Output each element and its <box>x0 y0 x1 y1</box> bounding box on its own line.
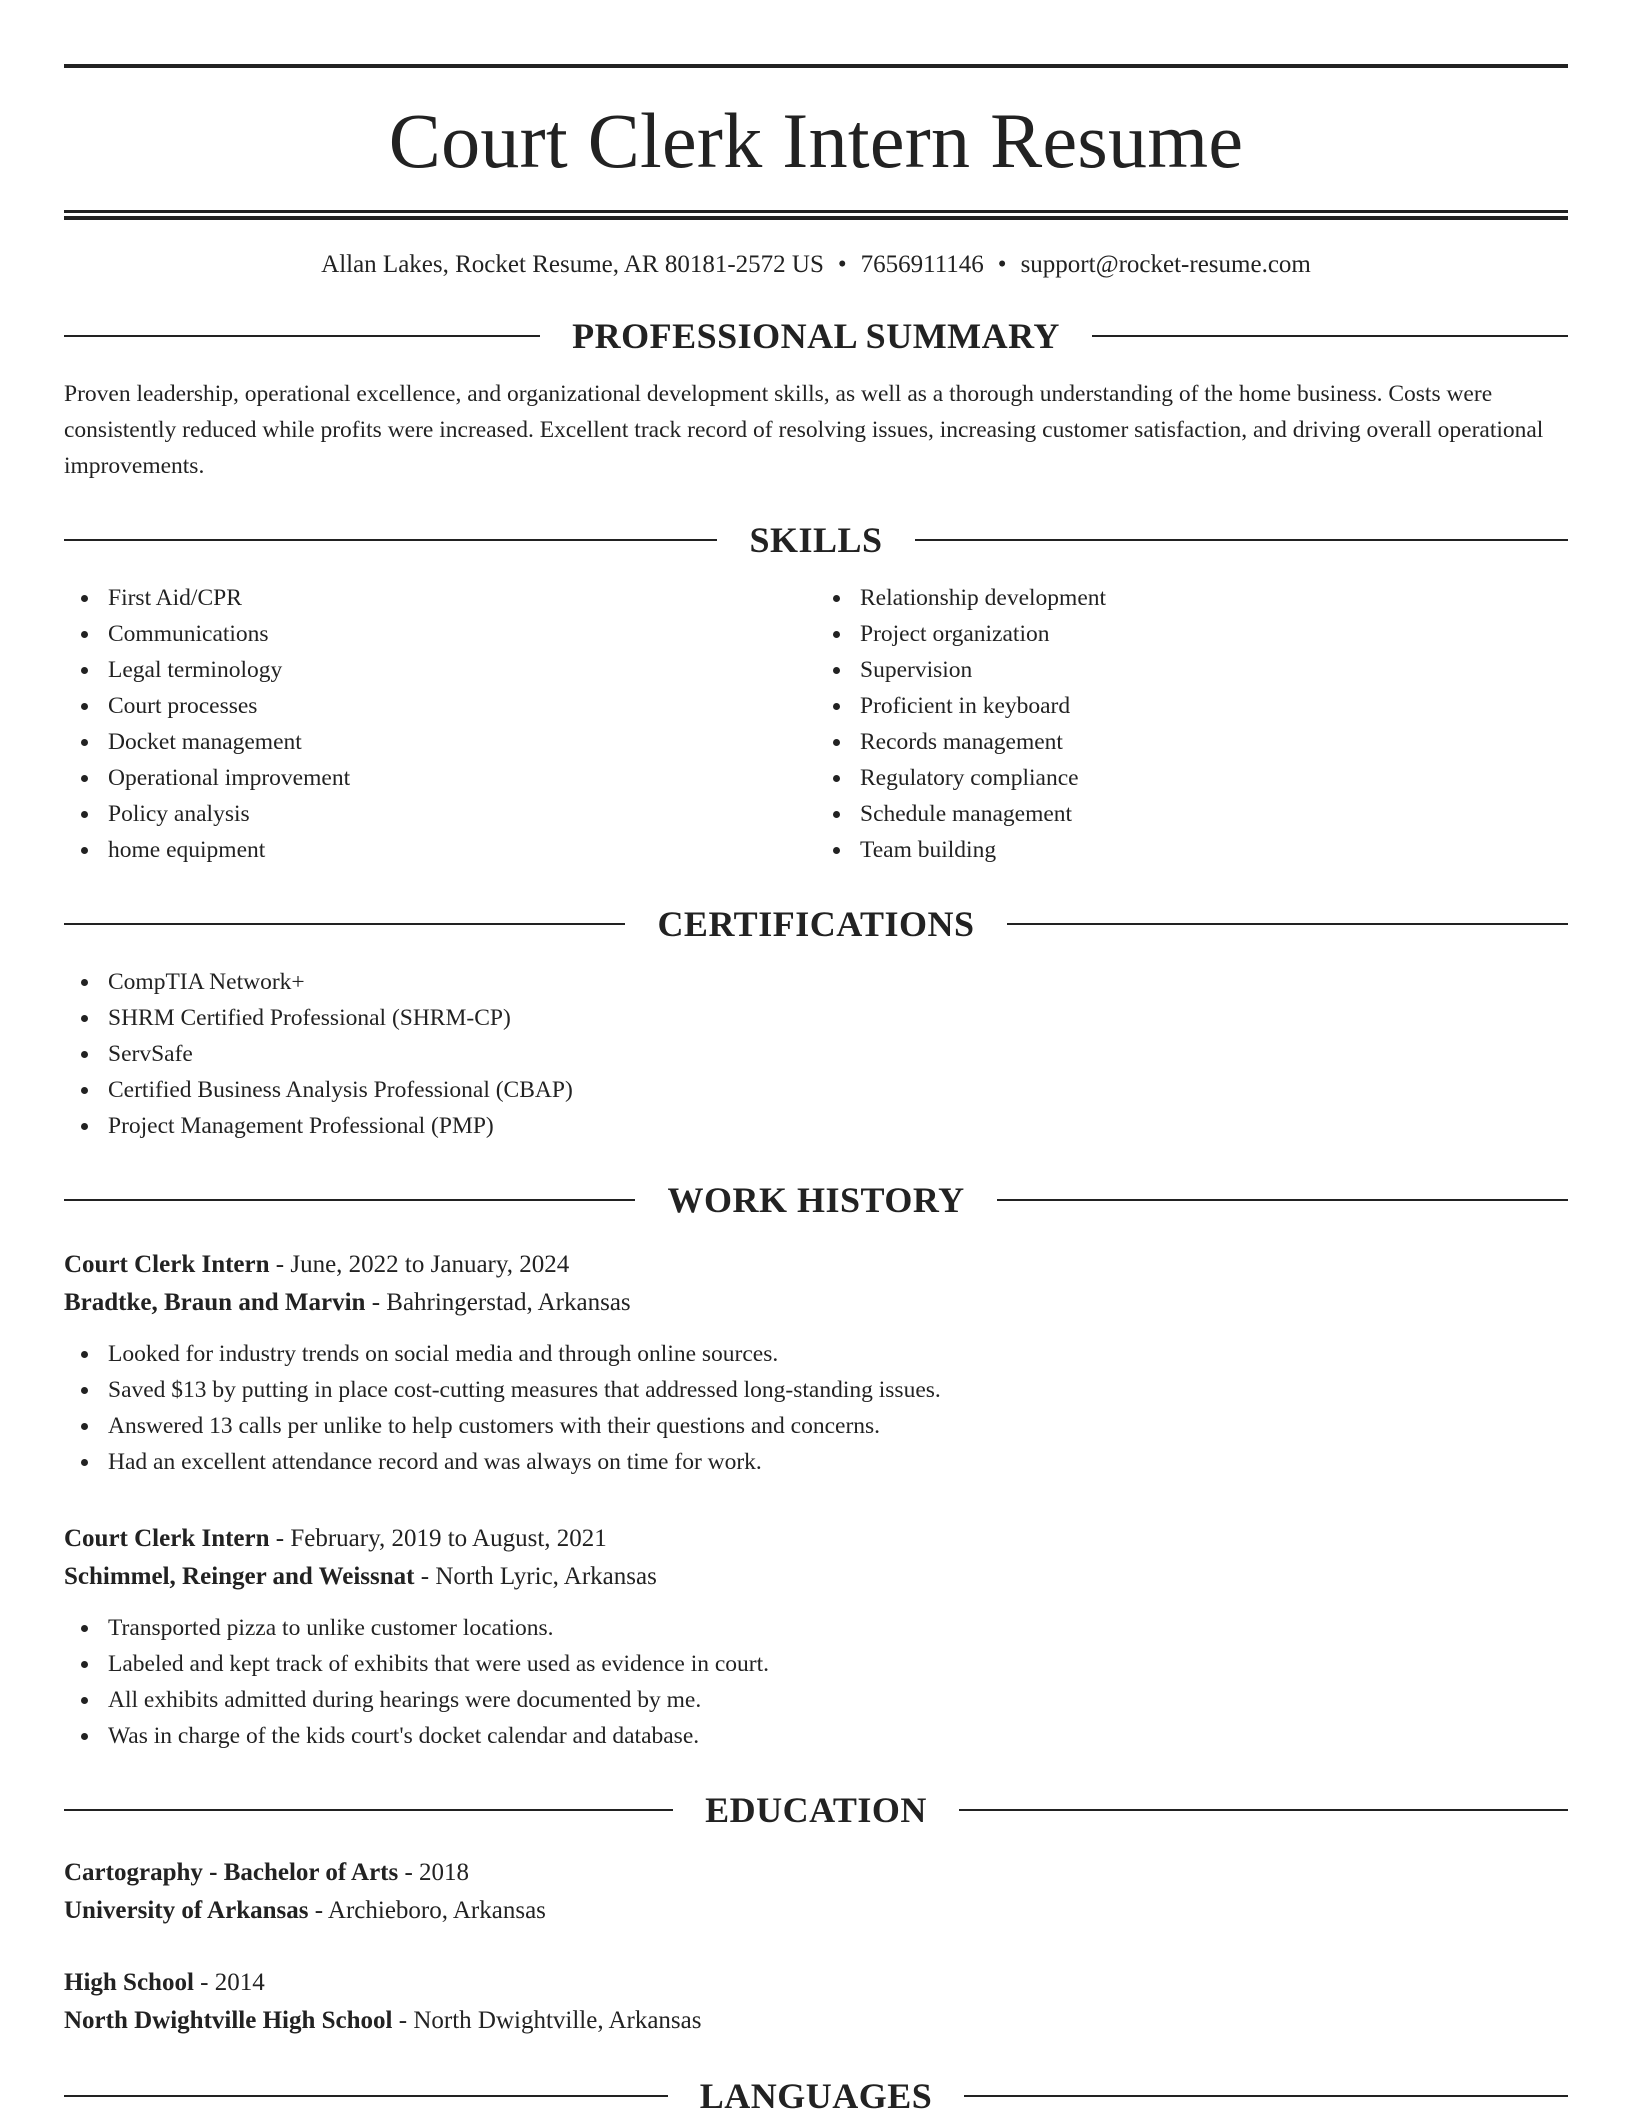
work-section-header <box>64 1180 1568 1220</box>
divider-line <box>964 2095 1568 2097</box>
contact-address: Allan Lakes, Rocket Resume, AR 80181-2572 US <box>321 251 824 278</box>
skills-list-left <box>64 580 816 868</box>
certification-item: CompTIA Network+ <box>64 964 1568 1000</box>
languages-heading: LANGUAGES <box>699 2076 933 2112</box>
skill-item: Docket management <box>64 724 816 760</box>
job-duties-list <box>64 1336 1568 1480</box>
divider-line <box>915 539 1568 541</box>
job-duty: Transported pizza to unlike customer locations. <box>64 1610 1568 1646</box>
divider-line <box>959 1809 1568 1811</box>
education-school: North Dwightville High School <box>64 2007 393 2034</box>
resume-page <box>64 64 1568 2112</box>
education-year: - 2018 <box>398 1859 470 1886</box>
divider-line <box>64 923 625 925</box>
job-title-line <box>64 1520 1568 1558</box>
job-title: Court Clerk Intern <box>64 1525 270 1552</box>
divider-line <box>64 335 540 337</box>
education-heading: EDUCATION <box>705 1790 927 1830</box>
job-company: Schimmel, Reinger and Weissnat <box>64 1563 415 1590</box>
certification-item: SHRM Certified Professional (SHRM-CP) <box>64 1000 1568 1036</box>
job-duty: Saved $13 by putting in place cost-cutting measures that addressed long-standing issues. <box>64 1372 1568 1408</box>
education-degree: Cartography - Bachelor of Arts <box>64 1859 399 1886</box>
job-duty: All exhibits admitted during hearings were documented by me. <box>64 1682 1568 1718</box>
skills-columns <box>64 580 1568 868</box>
skill-item: Records management <box>816 724 1568 760</box>
job-duty: Had an excellent attendance record and was always on time for work. <box>64 1444 1568 1480</box>
divider-line <box>64 539 717 541</box>
job-duty: Answered 13 calls per unlike to help customers with their questions and concerns. <box>64 1408 1568 1444</box>
skills-section-header <box>64 520 1568 560</box>
education-location: - Archieboro, Arkansas <box>308 1897 546 1924</box>
job-company-line <box>64 1284 1568 1322</box>
certifications-section-header <box>64 904 1568 944</box>
job-duty: Looked for industry trends on social media and through online sources. <box>64 1336 1568 1372</box>
job-title: Court Clerk Intern <box>64 1251 270 1278</box>
skill-item: Relationship development <box>816 580 1568 616</box>
resume-title: Court Clerk Intern Resume <box>388 97 1244 184</box>
education-section-header <box>64 1790 1568 1830</box>
contact-line <box>64 250 1568 280</box>
job-dates: - June, 2022 to January, 2024 <box>269 1251 570 1278</box>
skill-item: Legal terminology <box>64 652 816 688</box>
contact-separator: • <box>837 251 847 278</box>
summary-section-header <box>64 316 1568 356</box>
contact-email: support@rocket-resume.com <box>1020 251 1311 278</box>
skill-item: Communications <box>64 616 816 652</box>
divider-line <box>64 1809 673 1811</box>
certifications-list <box>64 964 1568 1144</box>
skill-item: Team building <box>816 832 1568 868</box>
job-duties-list <box>64 1610 1568 1754</box>
job-location: - Bahringerstad, Arkansas <box>365 1289 631 1316</box>
skill-item: Supervision <box>816 652 1568 688</box>
divider-line <box>997 1199 1568 1201</box>
skill-item: Court processes <box>64 688 816 724</box>
skills-list-right <box>816 580 1568 868</box>
contact-separator: • <box>997 251 1007 278</box>
skill-item: Policy analysis <box>64 796 816 832</box>
divider-line <box>1092 335 1568 337</box>
skill-item: home equipment <box>64 832 816 868</box>
education-degree: High School <box>64 1969 194 1996</box>
certifications-heading: CERTIFICATIONS <box>657 904 975 944</box>
job-dates: - February, 2019 to August, 2021 <box>269 1525 607 1552</box>
divider-line <box>64 1199 635 1201</box>
education-school: University of Arkansas <box>64 1897 309 1924</box>
top-rule <box>64 64 1568 68</box>
job-company-line <box>64 1558 1568 1596</box>
skill-item: Schedule management <box>816 796 1568 832</box>
skill-item: Operational improvement <box>64 760 816 796</box>
job-duty: Was in charge of the kids court's docket calendar and database. <box>64 1718 1568 1754</box>
divider-line <box>1007 923 1568 925</box>
education-school-line <box>64 1892 1568 1930</box>
certification-item: ServSafe <box>64 1036 1568 1072</box>
skill-item: Regulatory compliance <box>816 760 1568 796</box>
job-location: - North Lyric, Arkansas <box>414 1563 657 1590</box>
education-entry <box>64 1964 1568 2040</box>
education-degree-line <box>64 1964 1568 2002</box>
job-company: Bradtke, Braun and Marvin <box>64 1289 366 1316</box>
job-title-line <box>64 1246 1568 1284</box>
work-heading: WORK HISTORY <box>667 1180 965 1220</box>
skills-heading: SKILLS <box>749 520 883 560</box>
education-entry <box>64 1854 1568 1930</box>
education-location: - North Dwightville, Arkansas <box>392 2007 702 2034</box>
education-school-line <box>64 2002 1568 2040</box>
languages-section-header <box>64 2076 1568 2112</box>
summary-text: Proven leadership, operational excellence, and organizational development skills, as well as a thorough understanding of the home business. Costs were consistently reduced while profits were increased. Excellent track record of resolving issues, increasing customer satisfaction, and driving overall operational improvements. <box>64 381 1544 479</box>
divider-line <box>64 2095 668 2097</box>
education-degree-line <box>64 1854 1568 1892</box>
skill-item: First Aid/CPR <box>64 580 816 616</box>
skill-item: Project organization <box>816 616 1568 652</box>
job-entry <box>64 1246 1568 1480</box>
title-double-rule <box>64 210 1568 220</box>
summary-heading: PROFESSIONAL SUMMARY <box>572 316 1060 356</box>
certification-item: Certified Business Analysis Professional (CBAP) <box>64 1072 1568 1108</box>
skill-item: Proficient in keyboard <box>816 688 1568 724</box>
job-duty: Labeled and kept track of exhibits that were used as evidence in court. <box>64 1646 1568 1682</box>
contact-phone: 7656911146 <box>860 251 984 278</box>
education-year: - 2014 <box>193 1969 265 1996</box>
job-entry <box>64 1520 1568 1754</box>
certification-item: Project Management Professional (PMP) <box>64 1108 1568 1144</box>
